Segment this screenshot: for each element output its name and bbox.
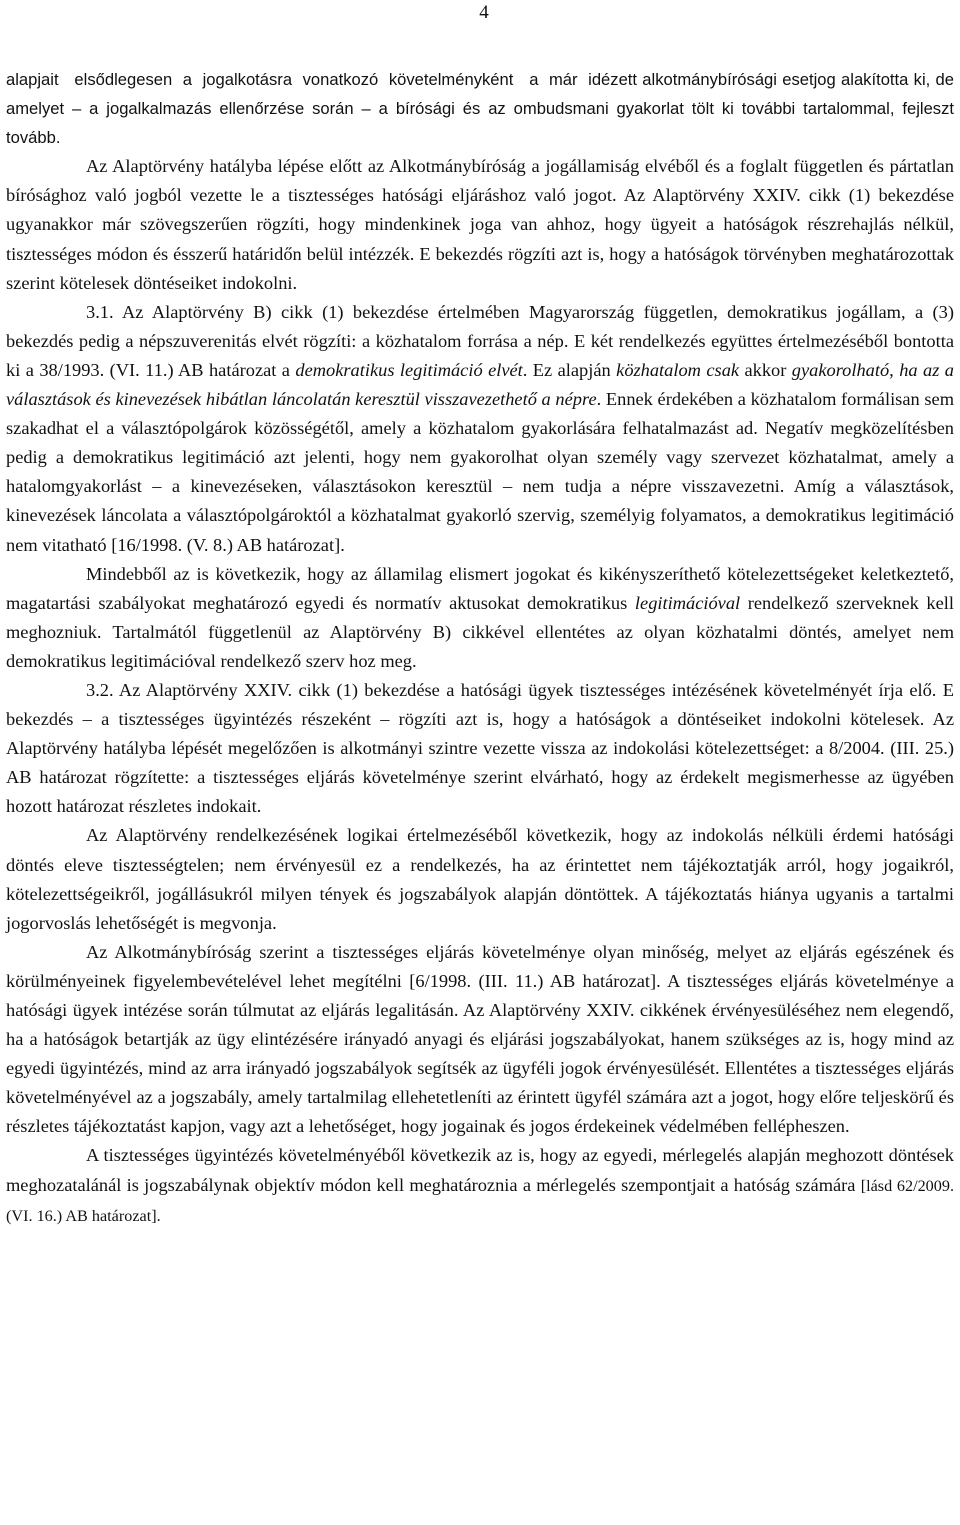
paragraph bbox=[6, 1141, 954, 1230]
paragraph bbox=[6, 938, 954, 1142]
page-number-container bbox=[0, 2, 960, 24]
paragraph bbox=[6, 560, 954, 676]
text-run: Az Alaptörvény rendelkezésének logikai értelmezéséből következik, hogy az indokolás nélküli érdemi hatósági döntés eleve tisztességtelen; nem érvényesül ez a rendelkezés, ha az érintettet nem tájékoztatják arról, hogy jogaikról, kötelezettségeikről, jogállásukról milyen tények és jogszabályok alapján döntöttek. A tájékoztatás hiánya ugyanis a tartalmi jogorvoslás lehetőségét is megvonja. bbox=[6, 825, 954, 933]
emphasized-text: gyakorolható, ha az a választások és kinevezések hibátlan láncolatán keresztül visszavezethető a népre bbox=[6, 359, 954, 410]
emphasized-text: közhatalom csak bbox=[616, 359, 740, 380]
text-run: . Ez alapján bbox=[522, 359, 617, 380]
text-run: Az Alkotmánybíróság szerint a tisztességes eljárás követelménye olyan minőség, melyet az eljárás egészének és körülményeinek figyelembevételével lehet megítélni [6/1998. (III. 11.) AB határozat]. A tisztességes eljárás követelménye a hatósági ügyek intézése során túlmutat az eljárás legalitásán. Az Alaptörvény XXIV. cikkének érvényesüléséhez nem elegendő, ha a hatóságok betartják az ügy elintézésére irányadó anyagi és eljárási jogszabályokat, hanem szükséges az is, hogy mind az egyedi ügyintézés, mind az arra irányadó jogszabályok segítsék az ügyféli jogok érvényesülését. Ellentétes a tisztességes eljárás követelményével az a jogszabály, amely tartalmilag ellehetetleníti az érintett ügyfél számára azt a jogot, hogy előre teljeskörű és részletes tájékoztatást kapjon, vagy azt a lehetőséget, hogy jogainak és jogos érdekeinek védelmében fellépheszen. bbox=[6, 941, 954, 1137]
text-run: alapjait elsődlegesen a jogalkotásra vonatkozó követelményként a már idézett alkotmánybírósági esetjog alakította ki, de amelyet – a jogalkalmazás ellenőrzése során – a bírósági és az ombudsmani gyakorlat tölt ki további tartalommal, fejleszt tovább. bbox=[6, 70, 954, 148]
paragraph bbox=[6, 152, 954, 297]
text-run: 3.2. Az Alaptörvény XXIV. cikk (1) bekezdése a hatósági ügyek tisztességes intézésének követelményét írja elő. E bekezdés – a tisztességes ügyintézés részeként – rögzíti azt is, hogy a hatóságok a döntéseiket indokolni kötelesek. Az Alaptörvény hatályba lépését megelőzően is alkotmányi szintre vezette vissza az indokolási kötelezettséget: a 8/2004. (III. 25.) AB határozat rögzítette: a tisztességes eljárás követelménye szerint elvárható, hogy az érdekelt megismerhesse az ügyében hozott határozat részletes indokait. bbox=[6, 679, 954, 817]
paragraph bbox=[6, 676, 954, 821]
emphasized-text: legitimációval bbox=[634, 592, 741, 613]
text-run: A tisztességes ügyintézés követelményéből következik az is, hogy az egyedi, mérlegelés alapján meghozott döntések meghozatalánál is jogszabálynak objektív módon kell meghatároznia a mérlegelés szempontjait a hatóság számára bbox=[6, 1145, 954, 1195]
paragraph bbox=[6, 298, 954, 560]
text-run: Mindebből az is következik, hogy az államilag elismert jogokat és kikényszeríthető kötelezettségeket keletkeztető, magatartási szabályokat meghatározó egyedi és normatív aktusokat demokratikus bbox=[6, 563, 954, 613]
page-number: 4 bbox=[479, 2, 489, 23]
text-run: akkor bbox=[739, 359, 792, 380]
body-text bbox=[6, 65, 954, 1231]
text-run: . Ennek érdekében a közhatalom formálisan sem szakadhat el a választópolgárok közösségétől, amely a közhatalom gyakorlására felhatalmazást ad. Negatív megközelítésben pedig a demokratikus legitimáció azt jelenti, hogy nem gyakorolhat olyan személy vagy szervezet közhatalmat, amely a hatalomgyakorlást – a kinevezéseken, választásokon keresztül – nem tudja a népre visszavezetni. Amíg a választások, kinevezések láncolata a választópolgároktól a közhatalmat gyakorló szervig, személyig folyamatos, a demokratikus legitimáció nem vitatható [16/1998. (V. 8.) AB határozat]. bbox=[6, 389, 954, 555]
citation-text: [lásd 62/2009. (VI. 16.) AB határozat]. bbox=[6, 1176, 954, 1225]
emphasized-text: demokratikus legitimáció elvét bbox=[295, 359, 523, 380]
paragraph bbox=[6, 821, 954, 937]
text-run: rendelkező szerveknek kell meghozniuk. Tartalmától függetlenül az Alaptörvény B) cikkével ellentétes az olyan közhatalmi döntés, amelyet nem demokratikus legitimációval rendelkező szerv hoz meg. bbox=[6, 592, 954, 671]
paragraph bbox=[6, 65, 954, 152]
text-run: Az Alaptörvény hatályba lépése előtt az Alkotmánybíróság a jogállamiság elvéből és a foglalt független és pártatlan bírósághoz való jogból vezette le a tisztességes hatósági eljáráshoz való jogot. Az Alaptörvény XXIV. cikk (1) bekezdése ugyanakkor már szövegszerűen rögzíti, hogy mindenkinek joga van ahhoz, hogy ügyeit a hatóságok részrehajlás nélkül, tisztességes módon és ésszerű határidőn belül intézzék. E bekezdés rögzíti azt is, hogy a hatóságok törvényben meghatározottak szerint kötelesek döntéseiket indokolni. bbox=[6, 156, 954, 293]
text-run: 3.1. Az Alaptörvény B) cikk (1) bekezdése értelmében Magyarország független, demokratikus jogállam, a (3) bekezdés pedig a népszuverenitás elvét rögzíti: a közhatalom forrása a nép. E két rendelkezés együttes értelmezéséből bontotta ki a 38/1993. (VI. 11.) AB határozat a bbox=[6, 301, 954, 380]
